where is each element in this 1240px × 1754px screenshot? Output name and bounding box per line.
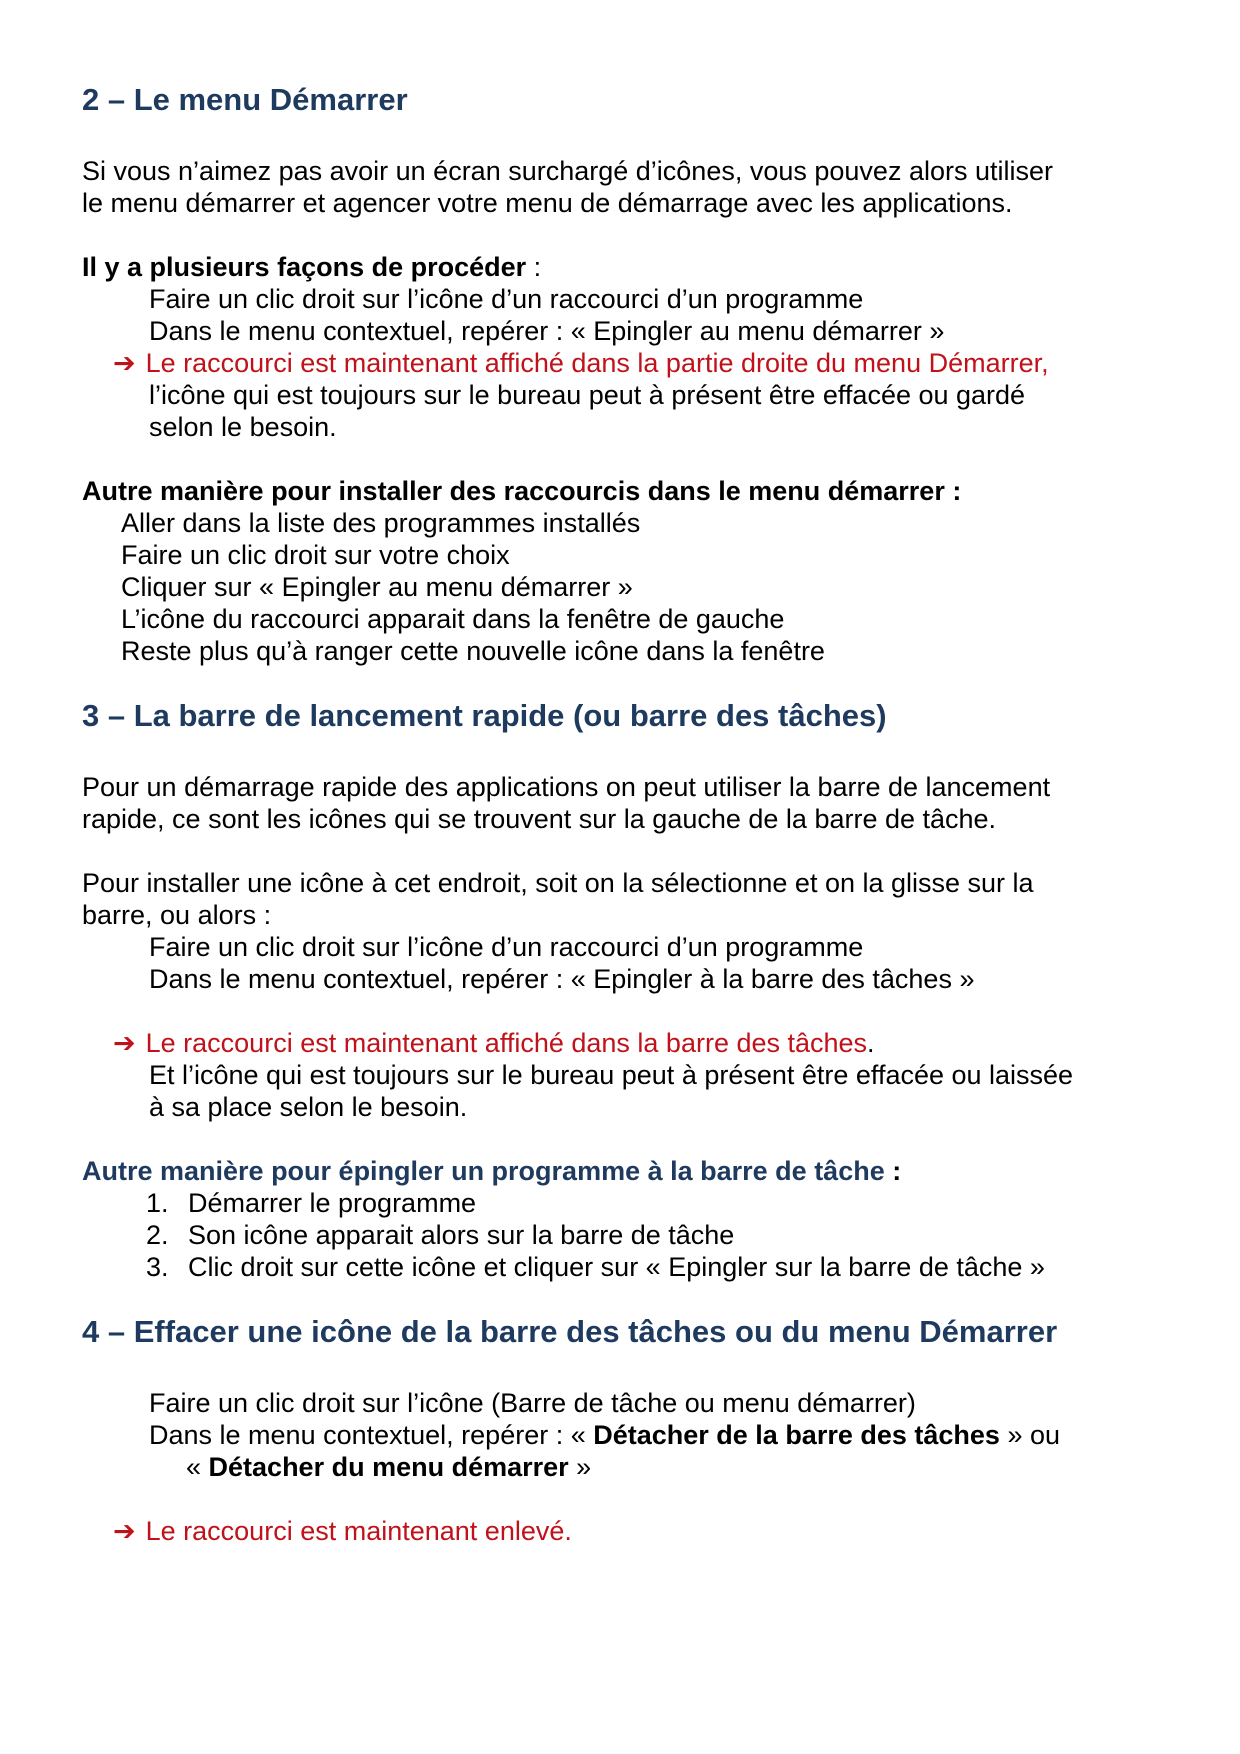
ways-label-bold: Il y a plusieurs façons de procéder [82, 252, 527, 282]
section-2-result-text: Le raccourci est maintenant affiché dans la partie droite du menu Démarrer, [145, 348, 1049, 378]
section-4-step-2-mid: » ou [999, 1420, 1060, 1450]
section-2-step-1: Faire un clic droit sur l’icône d’un raccourci d’un programme [149, 284, 864, 314]
section-3-intro-line-2: rapide, ce sont les icônes qui se trouvent sur la gauche de la barre de tâche. [82, 804, 997, 834]
section-2-step-2: Dans le menu contextuel, repérer : « Epingler au menu démarrer » [149, 316, 945, 346]
section-4-result [113, 1515, 572, 1547]
list-number: 2. [146, 1220, 169, 1250]
arrow-right-icon: ➔ [113, 1028, 136, 1058]
arrow-right-icon: ➔ [113, 1516, 136, 1546]
section-3-install-line-2: barre, ou alors : [82, 900, 272, 930]
section-3-alt-label-colon: : [884, 1156, 902, 1186]
section-3-result-cont-2: à sa place selon le besoin. [149, 1092, 468, 1122]
section-4-step-2 [149, 1419, 1060, 1451]
section-2-intro-line-2: le menu démarrer et agencer votre menu de démarrage avec les applications. [82, 188, 1013, 218]
section-2-alt-step-4: L’icône du raccourci apparait dans la fenêtre de gauche [121, 604, 785, 634]
ways-label-colon: : [526, 252, 542, 282]
section-2-intro-line-1: Si vous n’aimez pas avoir un écran surchargé d’icônes, vous pouvez alors utiliser [82, 156, 1053, 186]
arrow-right-icon: ➔ [113, 348, 136, 378]
section-3-result-dot: . [867, 1028, 875, 1058]
section-4-step-1: Faire un clic droit sur l’icône (Barre de tâche ou menu démarrer) [149, 1388, 916, 1418]
section-3-numbered-item-3 [146, 1251, 1045, 1283]
section-3-result-text: Le raccourci est maintenant affiché dans la barre des tâches [145, 1028, 868, 1058]
section-3-step-1: Faire un clic droit sur l’icône d’un raccourci d’un programme [149, 932, 864, 962]
section-2-alt-step-5: Reste plus qu’à ranger cette nouvelle icône dans la fenêtre [121, 636, 825, 666]
section-4-step-2-pre: Dans le menu contextuel, repérer : « [149, 1420, 594, 1450]
section-2-result-cont-1: l’icône qui est toujours sur le bureau peut à présent être effacée ou gardé [149, 380, 1026, 410]
section-2-alt-step-2: Faire un clic droit sur votre choix [121, 540, 510, 570]
section-3-alt-label [82, 1155, 901, 1187]
section-3-result [113, 1027, 875, 1059]
section-4-result-text: Le raccourci est maintenant enlevé. [145, 1516, 572, 1546]
section-3-install-line-1: Pour installer une icône à cet endroit, soit on la sélectionne et on la glisse sur la [82, 868, 1034, 898]
list-item-text: Démarrer le programme [188, 1188, 477, 1218]
section-2-heading: 2 – Le menu Démarrer [82, 82, 408, 117]
list-number: 3. [146, 1252, 169, 1282]
section-2-alt-label: Autre manière pour installer des raccourcis dans le menu démarrer : [82, 476, 962, 506]
section-2-result [113, 347, 1049, 379]
section-2-alt-step-3: Cliquer sur « Epingler au menu démarrer » [121, 572, 633, 602]
section-3-step-2: Dans le menu contextuel, repérer : « Epingler à la barre des tâches » [149, 964, 975, 994]
section-2-alt-step-1: Aller dans la liste des programmes installés [121, 508, 641, 538]
section-3-numbered-item-1 [146, 1187, 476, 1219]
section-4-step-2-bold: Détacher de la barre des tâches [593, 1420, 1000, 1450]
list-item-text: Son icône apparait alors sur la barre de tâche [188, 1220, 735, 1250]
section-2-result-cont-2: selon le besoin. [149, 412, 337, 442]
list-item-text: Clic droit sur cette icône et cliquer sur « Epingler sur la barre de tâche » [188, 1252, 1045, 1282]
section-3-result-cont-1: Et l’icône qui est toujours sur le bureau peut à présent être effacée ou laissée [149, 1060, 1074, 1090]
section-4-step-3-post: » [568, 1452, 592, 1482]
section-2-ways-label [82, 251, 541, 283]
section-3-intro-line-1: Pour un démarrage rapide des applications on peut utiliser la barre de lancement [82, 772, 1051, 802]
section-4-step-3-bold: Détacher du menu démarrer [208, 1452, 569, 1482]
list-number: 1. [146, 1188, 169, 1218]
section-3-numbered-item-2 [146, 1219, 734, 1251]
section-4-step-3 [186, 1451, 591, 1483]
section-3-alt-label-text: Autre manière pour épingler un programme à la barre de tâche [82, 1156, 885, 1186]
section-4-heading: 4 – Effacer une icône de la barre des tâches ou du menu Démarrer [82, 1314, 1058, 1349]
section-4-step-3-pre: « [186, 1452, 209, 1482]
section-3-heading: 3 – La barre de lancement rapide (ou barre des tâches) [82, 698, 887, 733]
